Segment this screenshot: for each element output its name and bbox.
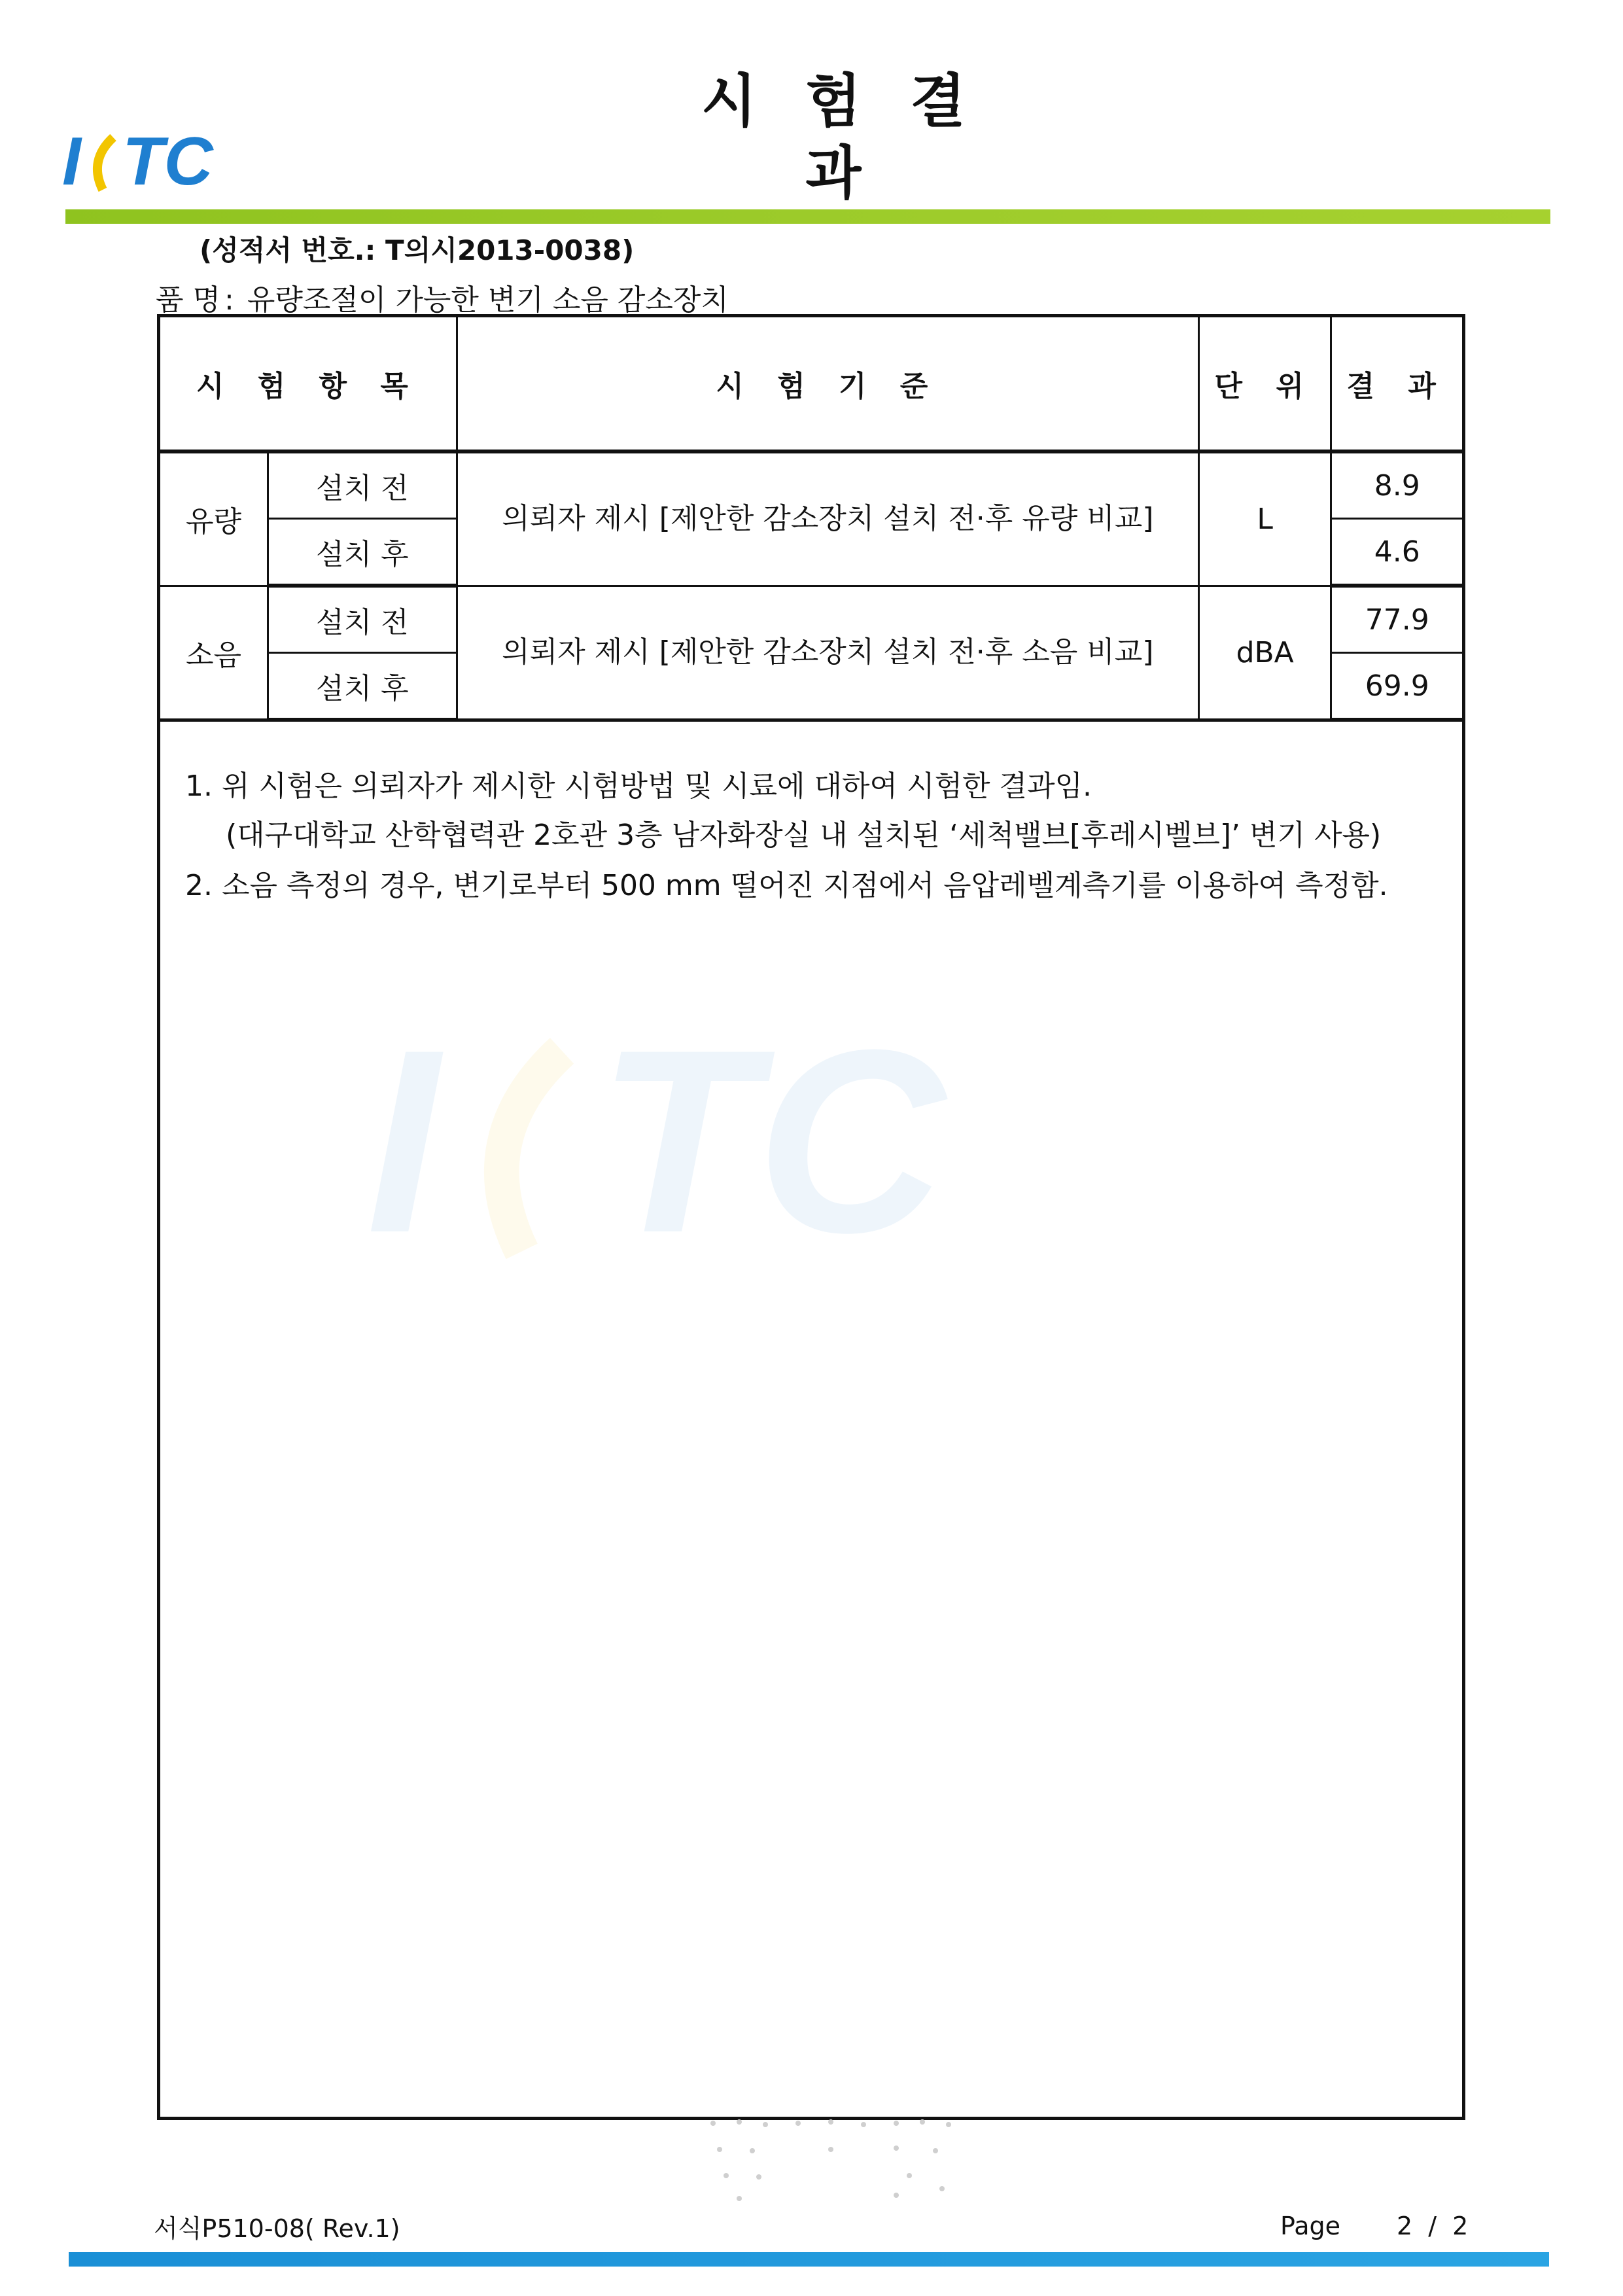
sub-item: 설치 후 <box>268 653 457 720</box>
note-1: 1. 위 시험은 의뢰자가 제시한 시험방법 및 시료에 대하여 시험한 결과임. <box>185 769 1092 803</box>
test-standard: 의뢰자 제시 [제안한 감소장치 설치 전·후 유량 비교] <box>457 451 1198 586</box>
embossed-seal <box>700 2110 988 2208</box>
page-title: 시 험 결 과 <box>687 65 994 215</box>
note-2: 2. 소음 측정의 경우, 변기로부터 500 mm 떨어진 지점에서 음압레벨계측기를 이용하여 측정함. <box>185 869 1388 902</box>
group-name: 소음 <box>159 586 268 720</box>
sub-item: 설치 후 <box>268 519 457 586</box>
header-test-standard: 시 험 기 준 <box>457 316 1198 452</box>
group-name: 유량 <box>159 451 268 586</box>
svg-text:I: I <box>366 995 439 1282</box>
product-label: 품 명 <box>156 283 220 317</box>
unit-cell: L <box>1198 451 1331 586</box>
sub-item: 설치 전 <box>268 586 457 653</box>
header-test-item: 시 험 항 목 <box>159 316 457 452</box>
table-header-row <box>159 316 1464 452</box>
kctc-logo <box>62 124 298 196</box>
svg-text:TC: TC <box>597 995 945 1282</box>
unit-cell: dBA <box>1198 586 1331 720</box>
page-number: 2 / 2 <box>1397 2212 1473 2240</box>
table-row <box>159 451 1464 519</box>
test-standard: 의뢰자 제시 [제안한 감소장치 설치 전·후 소음 비교] <box>457 586 1198 720</box>
table-row <box>159 586 1464 653</box>
product-line: 품 명 : 유량조절이 가능한 변기 소음 감소장치 <box>156 283 729 317</box>
svg-text:TC: TC <box>122 124 213 196</box>
page-label: Page <box>1280 2212 1340 2240</box>
result-cell: 69.9 <box>1331 653 1464 720</box>
svg-text:I: I <box>62 124 81 196</box>
results-table <box>157 314 1465 722</box>
form-number: 서식P510-08( Rev.1) <box>154 2214 400 2243</box>
header-divider <box>65 209 1550 224</box>
note-1-detail: (대구대학교 산학협력관 2호관 3층 남자화장실 내 설치된 ‘세척밸브[후레시벨브]’ 변기 사용) <box>226 819 1382 852</box>
result-cell: 77.9 <box>1331 586 1464 653</box>
result-cell: 4.6 <box>1331 519 1464 586</box>
header-result: 결 과 <box>1331 316 1464 452</box>
product-name: 유량조절이 가능한 변기 소음 감소장치 <box>247 283 729 317</box>
header-unit: 단 위 <box>1198 316 1331 452</box>
footer-divider <box>69 2252 1549 2267</box>
report-number: (성적서 번호.: T의시2013-0038) <box>200 234 635 266</box>
result-cell: 8.9 <box>1331 451 1464 519</box>
notes-frame <box>157 713 1465 2120</box>
sub-item: 설치 전 <box>268 451 457 519</box>
